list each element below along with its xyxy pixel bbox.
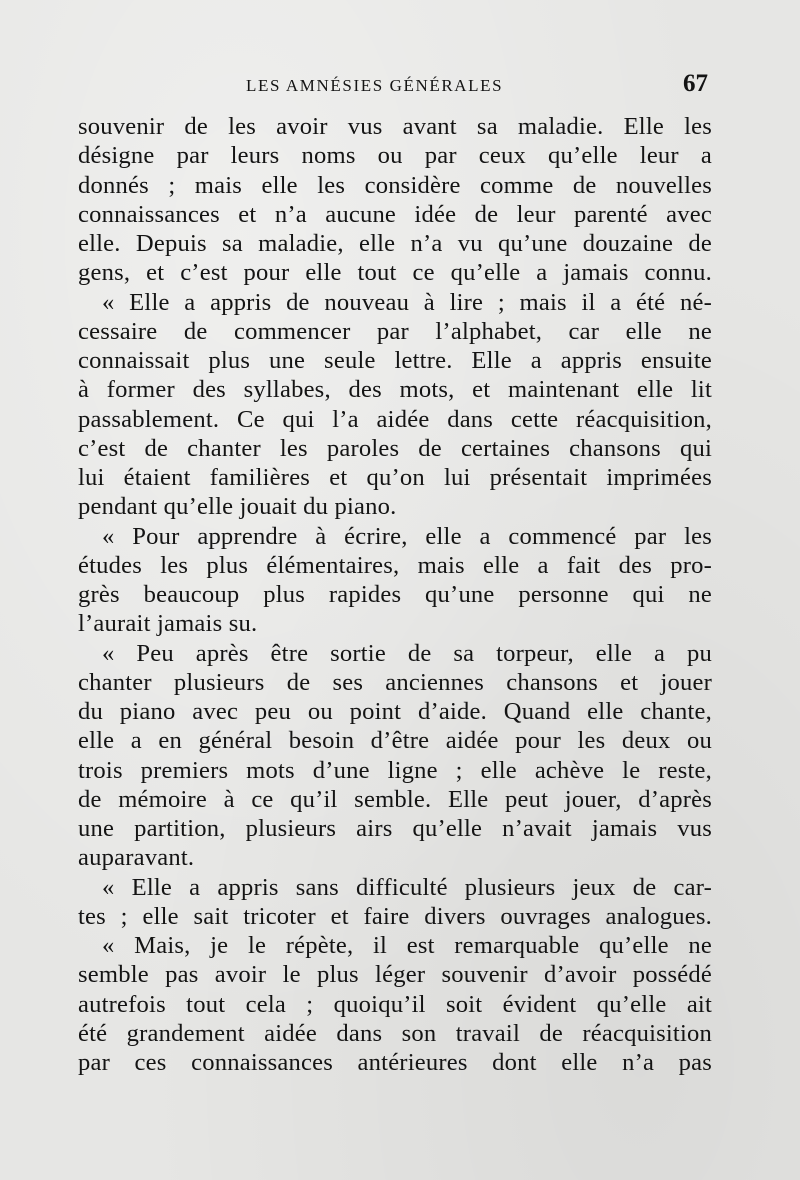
text-line: lui étaient familières et qu’on lui présentait imprimées — [78, 464, 712, 491]
body-text — [78, 112, 712, 1077]
text-line: une partition, plusieurs airs qu’elle n’avait jamais vus — [78, 815, 712, 842]
text-line: connaissances et n’a aucune idée de leur parenté avec — [78, 200, 712, 228]
text-line: gens, et c’est pour elle tout ce qu’elle a jamais connu. — [78, 259, 712, 287]
text-line: trois premiers mots d’une ligne ; elle achève le reste, — [78, 756, 712, 784]
text-line: auparavant. — [78, 844, 195, 872]
text-line: à former des syllabes, des mots, et maintenant elle lit — [78, 376, 712, 404]
text-line: autrefois tout cela ; quoiqu’il soit évident qu’elle ait — [78, 990, 712, 1018]
text-line: souvenir de les avoir vus avant sa maladie. Elle les — [78, 113, 712, 140]
text-line: tes ; elle sait tricoter et faire divers ouvrages analogues. — [78, 902, 712, 930]
text-line: passablement. Ce qui l’a aidée dans cette réacquisition, — [78, 405, 712, 433]
text-line: de mémoire à ce qu’il semble. Elle peut jouer, d’après — [78, 785, 712, 813]
text-line: pendant qu’elle jouait du piano. — [78, 493, 397, 521]
text-line: désigne par leurs noms ou par ceux qu’elle leur a — [78, 142, 712, 170]
page-header — [78, 70, 710, 104]
text-line: semble pas avoir le plus léger souvenir d’avoir possédé — [78, 961, 712, 989]
running-title: LES AMNÉSIES GÉNÉRALES — [246, 76, 504, 95]
text-line: études les plus élémentaires, mais elle a fait des pro- — [78, 551, 712, 579]
text-line: par ces connaissances antérieures dont elle n’a pas — [78, 1049, 712, 1076]
text-line: « Peu après être sortie de sa torpeur, elle a pu — [102, 639, 712, 667]
text-line: c’est de chanter les paroles de certaines chansons qui — [78, 434, 712, 462]
text-line: été grandement aidée dans son travail de réacquisition — [78, 1019, 712, 1047]
text-line: elle. Depuis sa maladie, elle n’a vu qu’une douzaine de — [78, 230, 712, 257]
text-line: donnés ; mais elle les considère comme de nouvelles — [78, 171, 712, 199]
text-line: « Elle a appris de nouveau à lire ; mais il a été né- — [102, 288, 712, 316]
text-line: « Elle a appris sans difficulté plusieurs jeux de car- — [102, 873, 712, 901]
text-line: cessaire de commencer par l’alphabet, car elle ne — [78, 317, 712, 345]
text-line: « Pour apprendre à écrire, elle a commencé par les — [102, 522, 712, 550]
text-line: du piano avec peu ou point d’aide. Quand elle chante, — [78, 698, 712, 725]
text-line: grès beaucoup plus rapides qu’une personne qui ne — [78, 581, 712, 608]
text-line: connaissait plus une seule lettre. Elle a appris ensuite — [78, 347, 712, 374]
text-line: chanter plusieurs de ses anciennes chansons et jouer — [78, 668, 712, 696]
text-line: « Mais, je le répète, il est remarquable qu’elle ne — [102, 932, 712, 959]
page-number: 67 — [683, 70, 708, 97]
text-line: elle a en général besoin d’être aidée pour les deux ou — [78, 727, 712, 755]
text-line: l’aurait jamais su. — [78, 610, 258, 638]
